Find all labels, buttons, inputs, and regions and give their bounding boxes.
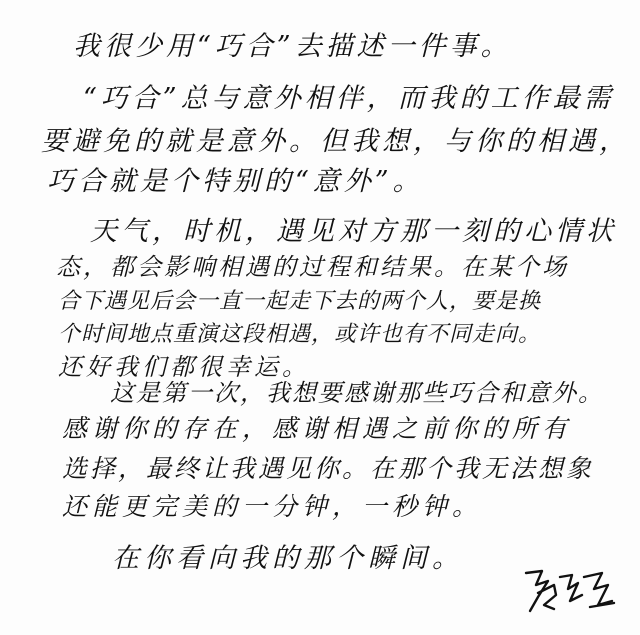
letter-line-9: 还好我们都很幸运。 bbox=[58, 353, 310, 381]
letter-line-3: 要避免的就是意外。但我想，与你的相遇， bbox=[41, 126, 630, 157]
letter-line-12: 选择，最终让我遇见你。在那个我无法想象 bbox=[62, 454, 595, 483]
letter-line-1: 我很少用“巧合”去描述一件事。 bbox=[73, 31, 512, 62]
letter-line-2: “巧合”总与意外相伴，而我的工作最需 bbox=[83, 83, 615, 114]
signature-mark bbox=[520, 565, 620, 620]
letter-line-14: 在你看向我的那个瞬间。 bbox=[112, 543, 464, 574]
letter-line-10: 这是第一次，我想要感谢那些巧合和意外。 bbox=[110, 379, 604, 407]
letter-line-13: 还能更完美的一分钟，一秒钟。 bbox=[62, 492, 483, 521]
letter-line-4: 巧合就是个特别的“意外”。 bbox=[47, 166, 424, 197]
letter-line-8: 个时间地点重演这段相遇，或许也有不同走向。 bbox=[58, 322, 542, 347]
letter-line-7: 合下遇见后会一直一起走下去的两个人，要是换 bbox=[58, 289, 542, 314]
letter-line-6: 态，都会影响相遇的过程和结果。在某个场 bbox=[56, 253, 569, 281]
letter-line-5: 天气，时机，遇见对方那一刻的心情状 bbox=[90, 216, 617, 247]
letter-line-11: 感谢你的存在，感谢相遇之前你的所有 bbox=[62, 414, 573, 443]
